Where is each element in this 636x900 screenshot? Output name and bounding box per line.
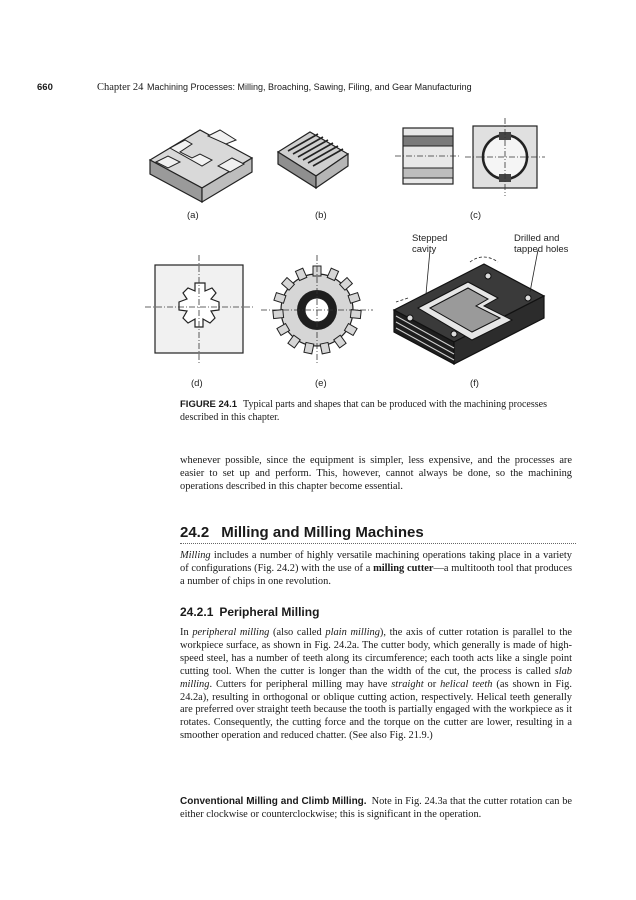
callout-stepped-line1: Stepped	[412, 233, 448, 244]
peripheral-paragraph: In peripheral milling (also called plain milling), the axis of cutter rotation is parallel to the workpiece surface, as shown in Fig. 24.2a. The cutter body, which generally is made of high-speed steel, has a number of teeth along its circumference; each tooth acts like a single point cutting tool. When the cutter is longer than the width of the cut, the process is called slab milling. Cutters for peripheral milling may have straight or helical teeth (as shown in Fig. 24.2a), resulting in orthogonal or oblique cutting action, respectively. Helical teeth generally are preferred over straight teeth because the tooth is partially engaged with the workpiece as it rotates. Consequently, the cutting force and the torque on the cutter are lower, resulting in a smoother operation and reduced chatter. (See also Fig. 21.9.)	[180, 627, 573, 742]
figure-label-f: (f)	[470, 378, 479, 389]
figure-label-a: (a)	[187, 210, 199, 221]
term-milling-cutter: milling cutter	[373, 562, 434, 574]
figure-f-drawing	[388, 258, 548, 373]
figure-c-drawing	[395, 118, 545, 198]
page-number: 660	[37, 82, 53, 93]
figure-label-c: (c)	[470, 210, 482, 221]
intro-paragraph: whenever possible, since the equipment is simpler, less expensive, and the processes are easier to set up and perform. This, however, cannot always be done, so the machining operations described in this chapter become essential.	[180, 455, 572, 492]
section-number: 24.2	[180, 524, 210, 541]
chapter-label: Chapter 24	[97, 82, 144, 93]
section-title: Milling and Milling Machines	[221, 524, 424, 541]
running-title: Machining Processes: Milling, Broaching, Sawing, Filing, and Gear Manufacturing	[147, 82, 472, 92]
conventional-paragraph: Conventional Milling and Climb Milling. Note in Fig. 24.3a that the cutter rotation can be either clockwise or counterclockwise; this is significant in the operation.	[180, 796, 573, 820]
figure-caption	[180, 399, 580, 424]
subsection-number: 24.2.1	[180, 605, 214, 619]
figure-label-e: (e)	[315, 378, 327, 389]
milling-paragraph: Milling includes a number of highly versatile machining operations taking place in a variety of configurations (Fig. 24.2) with the use of a milling cutter—a multitooth tool that produces a number of chips in one revolution.	[180, 550, 572, 587]
section-heading	[180, 524, 580, 541]
figure-a-drawing	[140, 110, 260, 205]
section-rule	[180, 543, 576, 544]
figure-caption-label: FIGURE 24.1	[180, 399, 238, 410]
callout-drilled-holes	[514, 233, 568, 255]
figure-caption-text: Typical parts and shapes that can be produced with the machining processes described in this chapter.	[180, 399, 547, 423]
subsection-title: Peripheral Milling	[219, 605, 320, 619]
figure-b-drawing	[272, 118, 352, 198]
subsection-heading	[180, 605, 319, 619]
term-milling: Milling	[180, 550, 211, 561]
conventional-heading: Conventional Milling and Climb Milling.	[180, 796, 367, 807]
figure-label-d: (d)	[191, 378, 203, 389]
callout-drilled-line2: tapped holes	[514, 244, 569, 255]
callout-stepped-cavity	[412, 233, 447, 255]
callout-drilled-line1: Drilled and	[514, 233, 560, 244]
figure-label-b: (b)	[315, 210, 327, 221]
figure-e-drawing	[265, 255, 375, 365]
callout-stepped-line2: cavity	[412, 244, 437, 255]
figure-d-drawing	[145, 255, 255, 365]
